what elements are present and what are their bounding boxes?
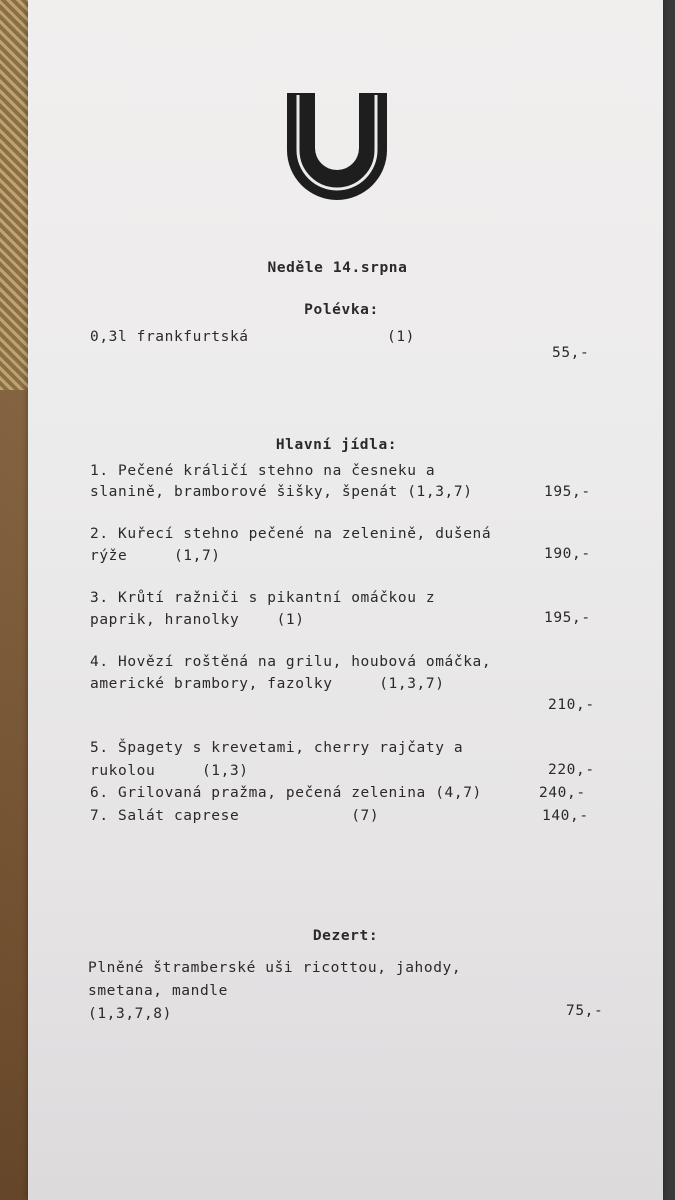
menu-date: Neděle 14.srpna: [267, 260, 408, 276]
dessert-line1: Plněné štramberské uši ricottou, jahody,: [88, 960, 462, 976]
dessert-line3: (1,3,7,8): [88, 1006, 172, 1022]
main-item-5-price: 220,-: [548, 762, 595, 778]
main-item-7-line1: 7. Salát caprese (7): [90, 808, 380, 824]
soup-item-name: 0,3l frankfurtská: [90, 329, 249, 345]
main-item-3-line1: 3. Krůtí ražniči s pikantní omáčkou z: [90, 590, 436, 606]
main-item-2-line2: rýže (1,7): [90, 548, 221, 564]
dessert-line2: smetana, mandle: [88, 983, 228, 999]
main-item-6-line1: 6. Grilovaná pražma, pečená zelenina (4,7): [90, 785, 482, 801]
main-item-4-line1: 4. Hovězí roštěná na grilu, houbová omáčka,: [90, 654, 492, 670]
soup-item-price: 55,-: [552, 345, 590, 361]
main-item-6-price: 240,-: [539, 785, 586, 801]
main-item-4-price: 210,-: [548, 697, 595, 713]
main-item-1-line2: slanině, bramborové šišky, špenát (1,3,7): [90, 484, 473, 500]
main-item-3-line2: paprik, hranolky (1): [90, 612, 305, 628]
soup-item-allergens: (1): [387, 329, 415, 345]
main-item-2-line1: 2. Kuřecí stehno pečené na zelenině, dušená: [90, 526, 492, 542]
main-item-2-price: 190,-: [544, 546, 591, 562]
soup-heading: Polévka:: [304, 302, 379, 318]
mains-heading: Hlavní jídla:: [275, 437, 398, 453]
main-item-3-price: 195,-: [544, 610, 591, 626]
main-item-5-line1: 5. Špagety s krevetami, cherry rajčaty a: [90, 740, 464, 756]
dessert-price: 75,-: [566, 1003, 604, 1019]
dessert-heading: Dezert:: [312, 928, 379, 944]
horseshoe-u-logo-icon: [282, 88, 392, 210]
main-item-5-line2: rukolou (1,3): [90, 763, 249, 779]
main-item-4-line2: americké brambory, fazolky (1,3,7): [90, 676, 445, 692]
main-item-1-line1: 1. Pečené králičí stehno na česneku a: [90, 463, 436, 479]
main-item-7-price: 140,-: [542, 808, 589, 824]
main-item-1-price: 195,-: [544, 484, 591, 500]
